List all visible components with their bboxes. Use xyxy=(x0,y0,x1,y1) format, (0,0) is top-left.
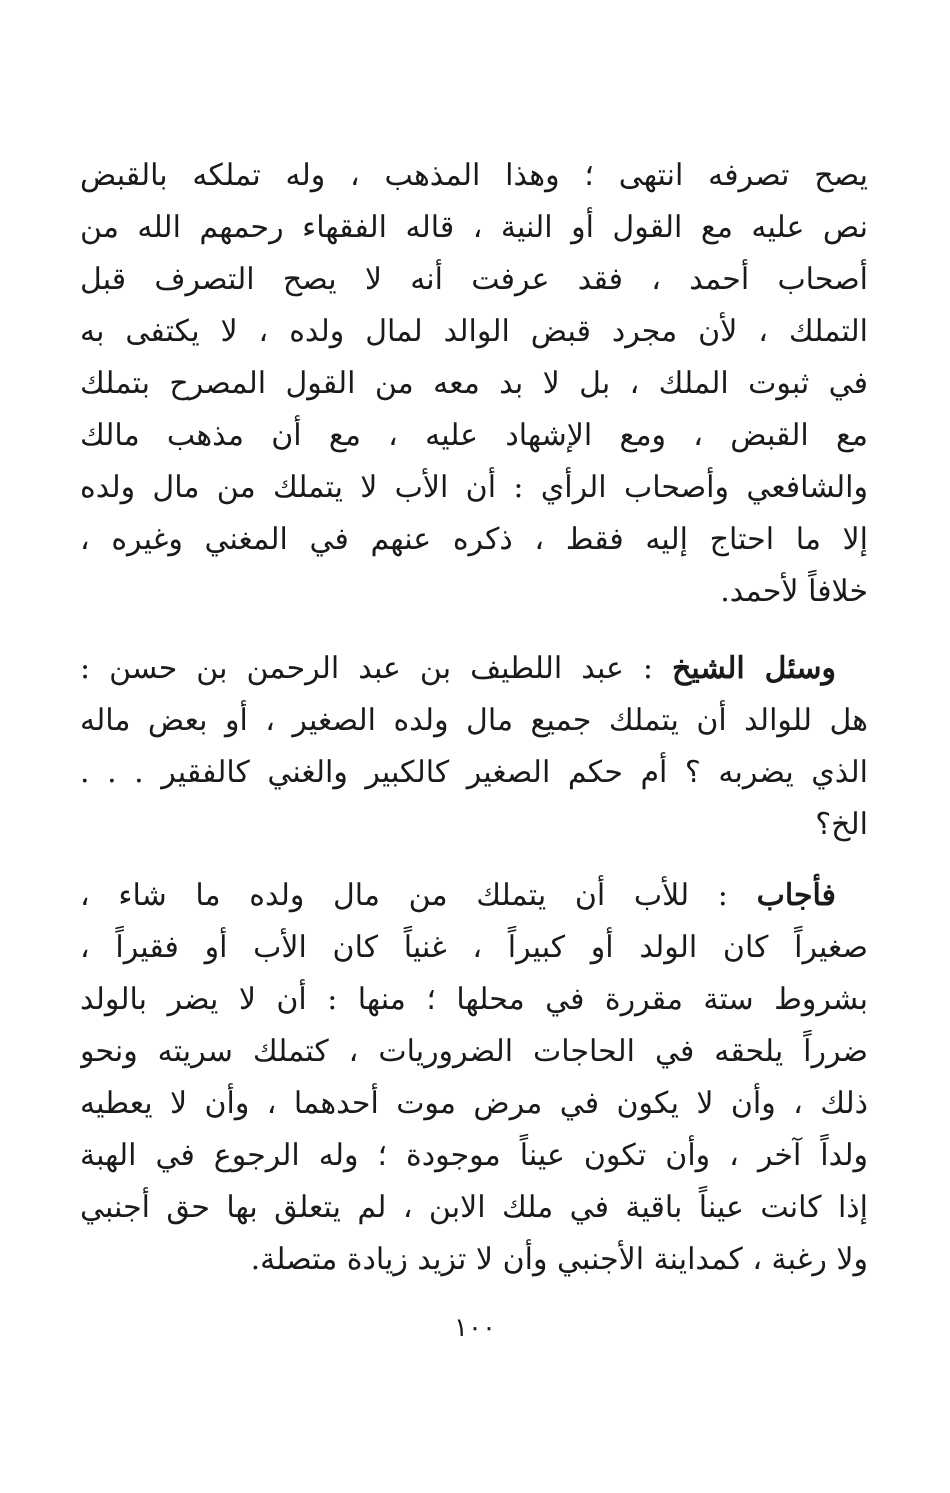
text-line: إذا كانت عيناً باقية في ملك الابن ، لم يتعلق بها حق أجنبي xyxy=(80,1190,868,1225)
text-line xyxy=(80,870,868,922)
text-line: في ثبوت الملك ، بل لا بد معه من القول المصرح بتملك xyxy=(80,366,868,401)
paragraph-2 xyxy=(80,643,868,851)
text-line: نص عليه مع القول أو النية ، قاله الفقهاء رحمهم الله من xyxy=(80,210,868,245)
text-line: إلا ما احتاج إليه فقط ، ذكره عنهم في المغني وغيره ، xyxy=(80,522,868,557)
text-line: ولا رغبة ، كمداينة الأجنبي وأن لا تزيد زيادة متصلة. xyxy=(250,1242,868,1277)
text-line: يصح تصرفه انتهى ؛ وهذا المذهب ، وله تملكه بالقبض xyxy=(80,158,868,193)
text-line: ضرراً يلحقه في الحاجات الضروريات ، كتملك سريته ونحو xyxy=(80,1034,868,1069)
text-line: ولداً آخر ، وأن تكون عيناً موجودة ؛ وله الرجوع في الهبة xyxy=(80,1138,868,1173)
page-number: ١٠٠ xyxy=(454,1313,496,1343)
lead-word: وسئل الشيخ xyxy=(672,651,836,686)
text-line: الخ؟ xyxy=(815,807,868,842)
text-line: صغيراً كان الولد أو كبيراً ، غنياً كان الأب أو فقيراً ، xyxy=(80,930,868,965)
text-line: ذلك ، وأن لا يكون في مرض موت أحدهما ، وأن لا يعطيه xyxy=(80,1086,868,1121)
text-line: مع القبض ، ومع الإشهاد عليه ، مع أن مذهب مالك xyxy=(80,418,868,453)
line-rest: : عبد اللطيف بن عبد الرحمن بن حسن : xyxy=(80,651,673,686)
text-line: والشافعي وأصحاب الرأي : أن الأب لا يتملك من مال ولده xyxy=(80,470,868,505)
text-line: التملك ، لأن مجرد قبض الوالد لمال ولده ، لا يكتفى به xyxy=(80,314,868,349)
text-line xyxy=(80,643,868,695)
text-line: هل للوالد أن يتملك جميع مال ولده الصغير ، أو بعض ماله xyxy=(80,703,868,738)
text-line: الذي يضربه ؟ أم حكم الصغير كالكبير والغني كالفقير . . . xyxy=(80,755,868,790)
line-rest: : للأب أن يتملك من مال ولده ما شاء ، xyxy=(80,878,757,913)
paragraph-3 xyxy=(80,870,868,1286)
text-line: أصحاب أحمد ، فقد عرفت أنه لا يصح التصرف قبل xyxy=(80,262,868,297)
text-line: خلافاً لأحمد. xyxy=(720,574,868,609)
lead-word: فأجاب xyxy=(756,878,836,913)
text-line: بشروط ستة مقررة في محلها ؛ منها : أن لا يضر بالولد xyxy=(80,982,868,1017)
paragraph-1 xyxy=(80,150,868,618)
